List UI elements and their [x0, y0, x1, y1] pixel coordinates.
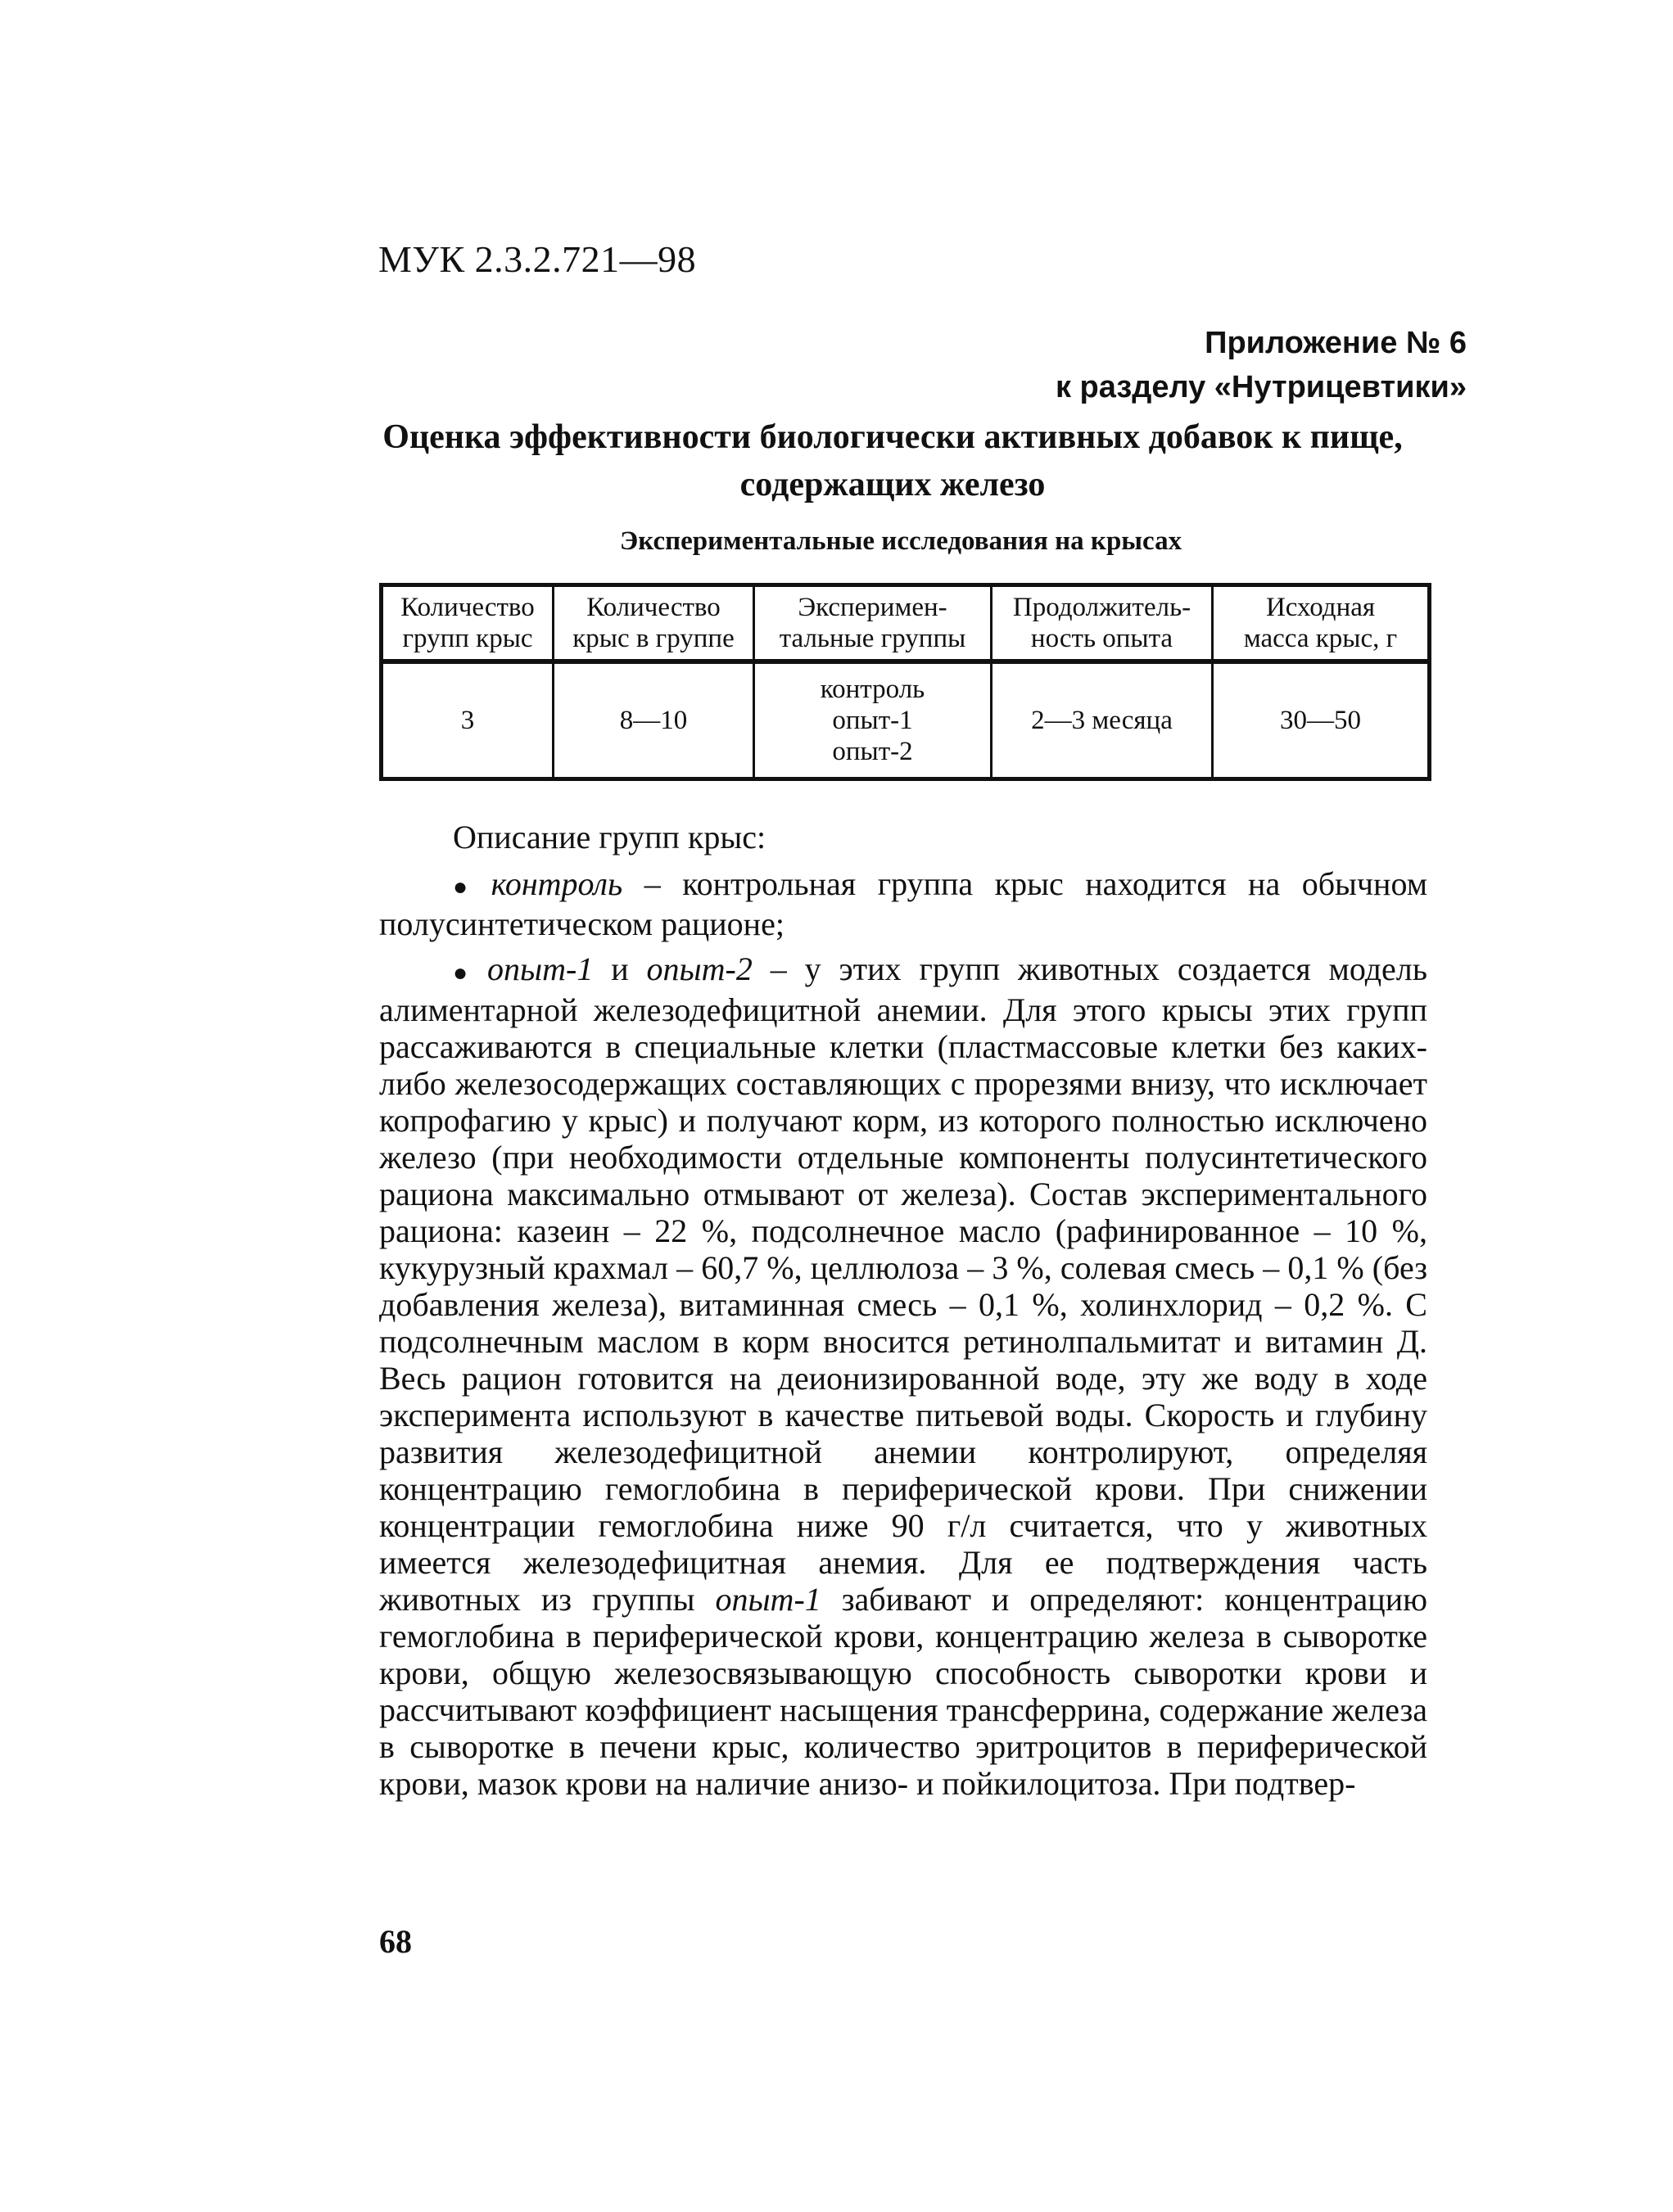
table-header-row — [382, 585, 1430, 662]
experiment-parameters-table — [379, 583, 1431, 781]
table-row — [382, 661, 1430, 779]
cell-duration: 2—3 месяца — [992, 661, 1213, 779]
group-control: контроль — [820, 675, 925, 704]
page-number: 68 — [379, 1923, 412, 1960]
title-line-2: содержащих железо — [739, 466, 1046, 503]
group-experiment-1: опыт-1 — [832, 706, 913, 735]
header-group-count: Количество групп крыс — [382, 585, 554, 662]
header-initial-mass: Исходная масса крыс, г — [1213, 585, 1430, 662]
term-control: контроль — [491, 865, 623, 902]
header-experimental-groups: Эксперимен- тальные группы — [754, 585, 992, 662]
description-lead: Описание групп крыс: — [453, 819, 766, 855]
list-item: ● опыт-1 и опыт-2 – у этих групп животных создается модель алиментарной железодефицитной анемии. Для этого крысы этих групп рассаживаются в специальные клетки (пластмассовые клетки без каких-либо железосодержащих составляющих с прорезями внизу, что исключает копрофагию у крыс) и получают корм, из которого полностью исключено железо (при необходимости отдельные компоненты полусинтетического рациона максимально отмывают от железа). Состав экспериментального рациона: казеин – 22 %, подсолнечное масло (рафинированное – 10 %, кукурузный крахмал – 60,7 %, целлюлоза – 3 %, солевая смесь – 0,1 % (без добавления железа), витаминная смесь – 0,1 %, холинхлорид – 0,2 %. С подсолнечным маслом в корм вносится ретинолпальмитат и витамин Д. Весь рацион готовится на деионизированной воде, эту же воду в ходе эксперимента используют в качестве питьевой воды. Скорость и глубину развития железодефицитной анемии контролируют, определяя концентрацию гемоглобина в периферической крови. При снижении концентрации гемоглобина ниже 90 г/л считается, что у животных имеется железодефицитная анемия. Для ее подтверждения часть животных из группы опыт-1 забивают и определяют: концентрацию гемоглобина в периферической крови, концентрацию железа в сыворотке крови, общую железосвязывающую способность сыворотки крови и рассчитывают коэффициент насыщения трансферрина, содержание железа в сыворотке в печени крыс, количество эритроцитов в периферической крови, мазок крови на наличие анизо- и пойкилоцитоза. При подтвер- — [379, 950, 1427, 1802]
term-experiment-2: опыт-2 — [646, 950, 753, 988]
term-experiment-1-inline: опыт-1 — [715, 1580, 821, 1618]
appendix-number: Приложение № 6 — [1205, 326, 1467, 360]
cell-initial-mass: 30—50 — [1213, 661, 1430, 779]
item-2-text-part-2: забивают и определяют: концентрацию гемоглобина в периферической крови, концентрацию железа в сыворотке крови, общую железосвязывающую способность сыворотки крови и рассчитывают коэффициент насыщения трансферрина, содержание железа в сыворотке в печени крыс, количество эритроцитов в периферической крови, мазок крови на наличие анизо- и пойкилоцитоза. При подтвер- — [379, 1580, 1427, 1802]
header-rats-per-group: Количество крыс в группе — [554, 585, 754, 662]
appendix-reference — [730, 321, 1467, 409]
list-item — [379, 865, 1427, 942]
bullet-icon: ● — [453, 874, 482, 901]
item-2-text-part-1: – у этих групп животных создается модель алиментарной железодефицитной анемии. Для этого крысы этих групп рассаживаются в специальные клетки (пластмассовые клетки без каких-либо железосодержащих составляющих с прорезями внизу, что исключает копрофагию у крыс) и получают корм, из которого полностью исключено железо (при необходимости отдельные компоненты полусинтетического рациона максимально отмывают от железа). Состав экспериментального рациона: казеин – 22 %, подсолнечное масло (рафинированное – 10 %, кукурузный крахмал – 60,7 %, целлюлоза – 3 %, солевая смесь – 0,1 % (без добавления железа), витаминная смесь – 0,1 %, холинхлорид – 0,2 %. С подсолнечным маслом в корм вносится ретинолпальмитат и витамин Д. Весь рацион готовится на деионизированной воде, эту же воду в ходе эксперимента используют в качестве питьевой воды. Скорость и глубину развития железодефицитной анемии контролируют, определяя концентрацию гемоглобина в периферической крови. При снижении концентрации гемоглобина ниже 90 г/л считается, что у животных имеется железодефицитная анемия. Для ее подтверждения часть животных из группы — [379, 950, 1427, 1618]
appendix-section: к разделу «Нутрицевтики» — [1055, 370, 1467, 404]
cell-experimental-groups — [754, 661, 992, 779]
term-experiment-1: опыт-1 — [487, 950, 594, 988]
group-experiment-2: опыт-2 — [832, 737, 913, 766]
document-title — [328, 413, 1458, 508]
table-caption: Экспериментальные исследования на крысах — [619, 526, 1182, 556]
cell-rats-per-group: 8—10 — [554, 661, 754, 779]
title-line-1: Оценка эффективности биологически активных добавок к пище, — [382, 418, 1403, 456]
body-text — [379, 819, 1427, 1810]
cell-group-count: 3 — [382, 661, 554, 779]
document-code: МУК 2.3.2.721—98 — [378, 238, 697, 280]
header-duration: Продолжитель- ность опыта — [992, 585, 1213, 662]
bullet-icon: ● — [453, 959, 478, 986]
item-1-text: – контрольная группа крыс находится на обычном полусинтетическом рационе; — [379, 865, 1428, 943]
